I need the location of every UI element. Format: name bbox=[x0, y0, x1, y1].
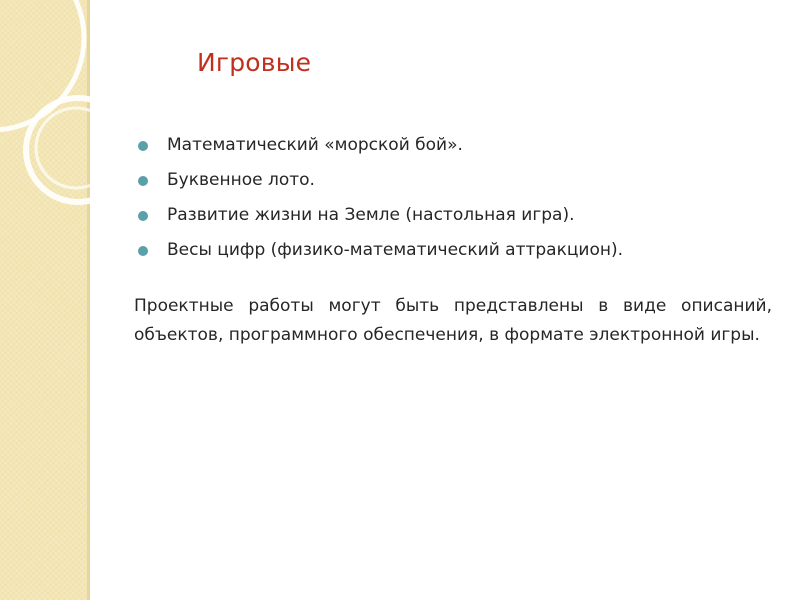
bullet-dot-icon bbox=[138, 211, 148, 221]
bullet-text: Развитие жизни на Земле (настольная игра). bbox=[167, 205, 575, 225]
bullet-dot-icon bbox=[138, 246, 148, 256]
ring-small bbox=[36, 108, 116, 188]
bullet-list bbox=[138, 128, 623, 268]
bullet-text: Весы цифр (физико-математический аттракцион). bbox=[167, 240, 624, 260]
bullet-dot-icon bbox=[138, 141, 148, 151]
bullet-item-letter-lotto bbox=[138, 163, 623, 198]
bullet-dot-icon bbox=[138, 176, 148, 186]
bullet-item-sea-battle bbox=[138, 128, 623, 163]
bullet-text: Буквенное лото. bbox=[167, 170, 315, 190]
bullet-item-number-scales bbox=[138, 233, 623, 268]
slide-title: Игровые bbox=[197, 48, 312, 77]
bullet-item-life-evolution bbox=[138, 198, 623, 233]
body-paragraph: Проектные работы могут быть представлены в виде описаний, объектов, программного обеспечения, в формате электронной игры. bbox=[134, 296, 772, 345]
bullet-text: Математический «морской бой». bbox=[167, 135, 463, 155]
decorative-rings bbox=[0, 0, 120, 260]
